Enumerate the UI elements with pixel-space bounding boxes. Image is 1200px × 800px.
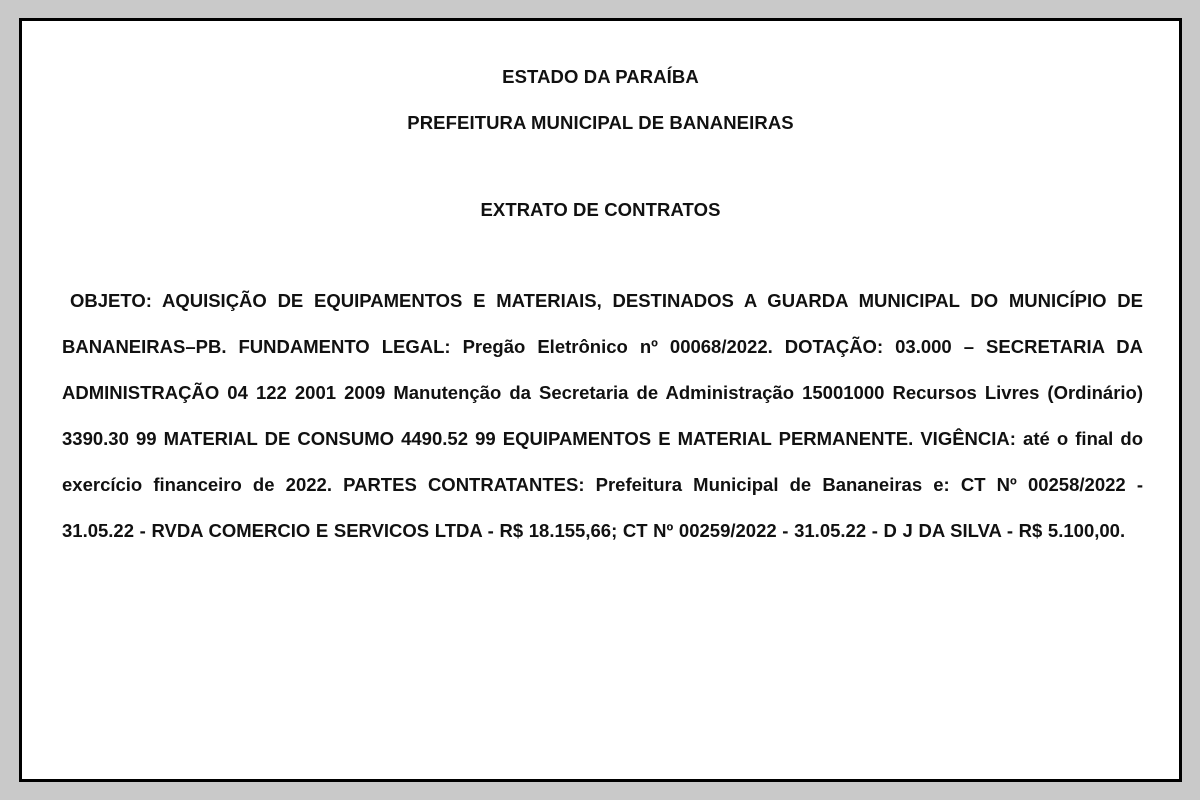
state-heading: ESTADO DA PARAÍBA bbox=[502, 66, 699, 87]
document-frame bbox=[19, 18, 1182, 782]
document-title: EXTRATO DE CONTRATOS bbox=[480, 199, 721, 220]
contract-extract-body: OBJETO: AQUISIÇÃO DE EQUIPAMENTOS E MATERIAIS, DESTINADOS A GUARDA MUNICIPAL DO MUNICÍPIO DE BANANEIRAS–PB. FUNDAMENTO LEGAL: Pregão Eletrônico nº 00068/2022. DOTAÇÃO: 03.000 – SECRETARIA DA ADMINISTRAÇÃO 04 122 2001 2009 Manutenção da Secretaria de Administração 15001000 Recursos Livres (Ordinário) 3390.30 99 MATERIAL DE CONSUMO 4490.52 99 EQUIPAMENTOS E MATERIAL PERMANENTE. VIGÊNCIA: até o final do exercício financeiro de 2022. PARTES CONTRATANTES: Prefeitura Municipal de Bananeiras e: CT Nº 00258/2022 - 31.05.22 - RVDA COMERCIO E SERVICOS LTDA - R$ 18.155,66; CT Nº 00259/2022 - 31.05.22 - D J DA SILVA - R$ 5.100,00. bbox=[62, 290, 1143, 541]
municipality-heading: PREFEITURA MUNICIPAL DE BANANEIRAS bbox=[407, 112, 794, 133]
